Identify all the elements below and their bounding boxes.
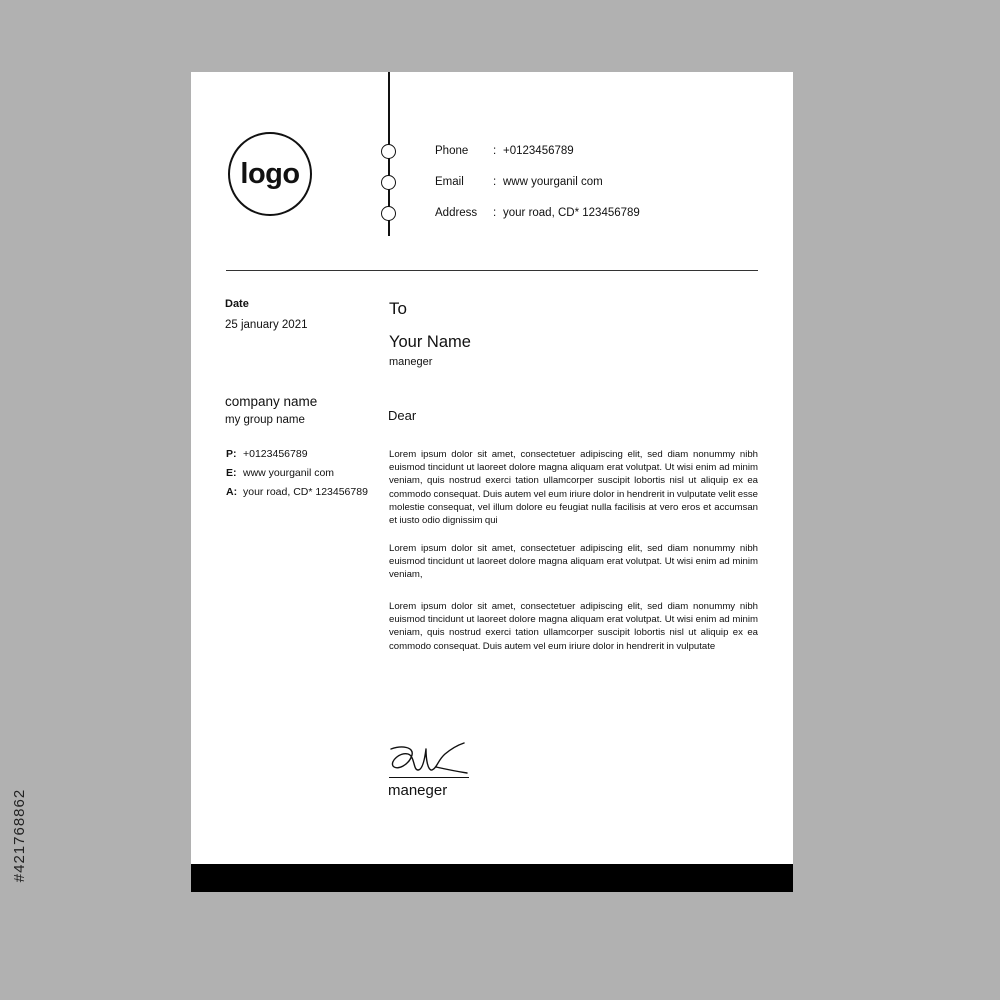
header-contact-address bbox=[435, 205, 640, 221]
sidebar-address-value: your road, CD* 123456789 bbox=[243, 486, 368, 498]
address-separator: : bbox=[493, 207, 497, 219]
sidebar-email-value: www yourganil com bbox=[243, 467, 335, 479]
letterhead-page bbox=[191, 72, 793, 892]
phone-separator: : bbox=[493, 145, 497, 157]
timeline-dot-address-icon bbox=[381, 206, 396, 221]
phone-label: Phone bbox=[435, 145, 469, 157]
body-paragraph-1: Lorem ipsum dolor sit amet, consectetuer adipiscing elit, sed diam nonummy nibh euismod tincidunt ut laoreet dolore magna aliquam erat volutpat. Ut wisi enim ad minim veniam, quis nostrud exerci tation ullamcorper suscipit lobortis nisl ut aliquip ex ea commodo consequat. Duis autem vel eum iriure dolor in hendrerit in vulputate velit esse molestie consequat, vel illum dolore eu feugiat nulla facilisis at vero eros et accumsan et iusto odio dignissim qui bbox=[389, 449, 758, 527]
sidebar-email-sep: : bbox=[233, 467, 237, 479]
sidebar-email-key-wrap bbox=[226, 467, 243, 479]
sidebar-address-key-wrap bbox=[226, 486, 243, 498]
sidebar-phone-sep: : bbox=[233, 448, 237, 460]
body-paragraph-2: Lorem ipsum dolor sit amet, consectetuer adipiscing elit, sed diam nonummy nibh euismod tincidunt ut laoreet dolore magna aliquam erat volutpat. Ut wisi enim ad minim veniam, bbox=[389, 543, 758, 581]
header-divider bbox=[226, 270, 758, 271]
sidebar-contact-phone bbox=[226, 448, 308, 460]
sidebar-phone-key-wrap bbox=[226, 448, 243, 460]
stock-id-watermark: #421768862 bbox=[11, 788, 29, 882]
to-label: To bbox=[389, 299, 407, 318]
email-label: Email bbox=[435, 176, 464, 188]
signature-title: maneger bbox=[388, 782, 448, 799]
logo-circle bbox=[228, 132, 312, 216]
address-value: your road, CD* 123456789 bbox=[503, 207, 640, 219]
sidebar-address-key: A bbox=[226, 486, 234, 498]
footer-bar bbox=[191, 864, 793, 892]
salutation: Dear bbox=[388, 408, 417, 423]
sidebar-email-key: E bbox=[226, 467, 234, 479]
email-separator: : bbox=[493, 176, 497, 188]
date-value: 25 january 2021 bbox=[225, 319, 308, 331]
body-paragraph-3: Lorem ipsum dolor sit amet, consectetuer adipiscing elit, sed diam nonummy nibh euismod tincidunt ut laoreet dolore magna aliquam erat volutpat. Ut wisi enim ad minim veniam, quis nostrud exerci tation ullamcorper suscipit lobortis nisl ut aliquip ex ea commodo consequat. Duis autem vel eum iriure dolor in hendrerit in vulputate bbox=[389, 601, 758, 652]
sidebar-contact-address bbox=[226, 486, 368, 498]
email-value: www yourganil com bbox=[503, 176, 603, 188]
address-label: Address bbox=[435, 207, 478, 219]
header-contact-phone bbox=[435, 143, 574, 159]
recipient-name: Your Name bbox=[389, 333, 471, 351]
signature-line bbox=[389, 777, 469, 778]
group-name: my group name bbox=[225, 414, 305, 426]
company-name: company name bbox=[225, 394, 318, 409]
timeline-dot-email-icon bbox=[381, 175, 396, 190]
header-contact-email bbox=[435, 174, 603, 190]
sidebar-phone-key: P bbox=[226, 448, 234, 460]
phone-value: +0123456789 bbox=[503, 145, 574, 157]
sidebar-contact-email bbox=[226, 467, 334, 479]
timeline-dot-phone-icon bbox=[381, 144, 396, 159]
logo-text: logo bbox=[240, 157, 300, 190]
sidebar-address-sep: : bbox=[233, 486, 238, 498]
recipient-title: maneger bbox=[389, 356, 433, 368]
sidebar-phone-value: +0123456789 bbox=[243, 448, 308, 460]
date-label: Date bbox=[225, 298, 249, 310]
